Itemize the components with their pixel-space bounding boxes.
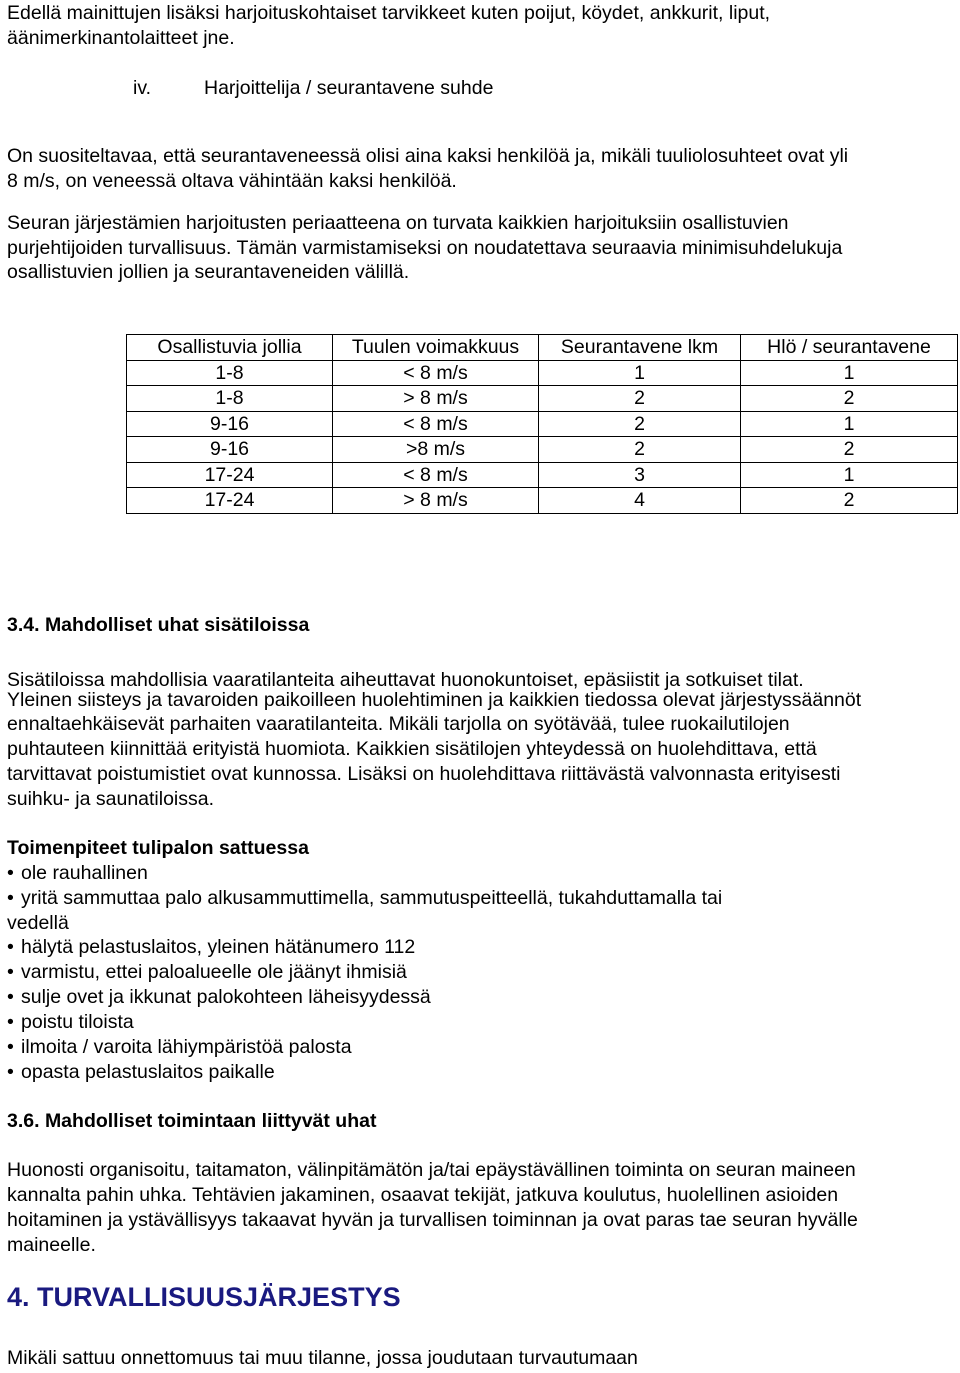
table-cell: 4 <box>539 488 741 514</box>
crew-ratio-table <box>126 334 958 514</box>
table-cell: 3 <box>539 462 741 488</box>
table-cell: 9-16 <box>127 437 333 463</box>
section-3-4-line: ennaltaehkäisevät parhaiten vaaratilanteita. Mikäli tarjolla on syötävää, tulee ruokailutilojen <box>7 713 790 735</box>
list-item-text: ilmoita / varoita lähiympäristöä palosta <box>21 1036 352 1058</box>
para2-line-1: Seuran järjestämien harjoitusten periaatteena on turvata kaikkien harjoituksiin osallistuvien <box>7 212 789 234</box>
section-3-6-line: maineelle. <box>7 1234 96 1256</box>
table-cell: 1-8 <box>127 386 333 412</box>
section-3-4-line: Sisätiloissa mahdollisia vaaratilanteita aiheuttavat huonokuntoiset, epäsiistit ja sotkuiset tilat. <box>7 669 804 691</box>
list-item-text: opasta pelastuslaitos paikalle <box>21 1061 275 1083</box>
table-cell: 2 <box>741 488 958 514</box>
list-item-text: poistu tiloista <box>21 1011 134 1033</box>
intro-line-2: äänimerkinantolaitteet jne. <box>7 27 235 49</box>
section-3-6-line: Huonosti organisoitu, taitamaton, välinpitämätön ja/tai epäystävällinen toiminta on seuran maineen <box>7 1159 856 1181</box>
list-item-text: yritä sammuttaa palo alkusammuttimella, sammutuspeitteellä, tukahduttamalla tai <box>21 887 723 909</box>
bullet-icon: • <box>7 887 14 909</box>
list-item <box>7 985 431 1009</box>
bullet-icon: • <box>7 1011 14 1033</box>
list-item <box>7 886 722 910</box>
bullet-icon: • <box>7 1061 14 1083</box>
table-cell: 1 <box>741 360 958 386</box>
bullet-icon: • <box>7 936 14 958</box>
table-cell: 2 <box>539 437 741 463</box>
list-item-continuation: vedellä <box>7 912 69 934</box>
list-item <box>7 1035 352 1059</box>
chapter-4-line: Mikäli sattuu onnettomuus tai muu tilanne, jossa joudutaan turvautumaan <box>7 1347 638 1369</box>
table-cell: 2 <box>741 386 958 412</box>
table-row <box>127 386 958 412</box>
subsection-title: Harjoittelija / seurantavene suhde <box>204 77 494 99</box>
list-item-text: hälytä pelastuslaitos, yleinen hätänumero 112 <box>21 936 416 958</box>
table-cell: 1 <box>539 360 741 386</box>
chapter-4-heading: 4. TURVALLISUUSJÄRJESTYS <box>7 1282 401 1312</box>
section-3-4-line: Yleinen siisteys ja tavaroiden paikoilleen huolehtiminen ja kaikkien tiedossa olevat järjestyssäännöt <box>7 689 862 711</box>
intro-line-1: Edellä mainittujen lisäksi harjoituskohtaiset tarvikkeet kuten poijut, köydet, ankkurit, liput, <box>7 2 771 24</box>
list-item <box>7 861 148 885</box>
section-3-4-heading: 3.4. Mahdolliset uhat sisätiloissa <box>7 614 310 636</box>
subsection-number: iv. <box>133 77 152 99</box>
section-3-4-line: suihku- ja saunatiloissa. <box>7 788 215 810</box>
list-item-text: sulje ovet ja ikkunat palokohteen läheisyydessä <box>21 986 431 1008</box>
list-item-text: ole rauhallinen <box>21 862 148 884</box>
para1-line-2: 8 m/s, on veneessä oltava vähintään kaksi henkilöä. <box>7 170 457 192</box>
table-row <box>127 411 958 437</box>
column-header: Osallistuvia jollia <box>127 335 333 361</box>
table-row <box>127 360 958 386</box>
section-3-6-line: kannalta pahin uhka. Tehtävien jakaminen, osaavat tekijät, jatkuva koulutus, huolellinen asioiden <box>7 1184 839 1206</box>
table-cell: 17-24 <box>127 488 333 514</box>
bullet-icon: • <box>7 1036 14 1058</box>
section-3-6-line: hoitaminen ja ystävällisyys takaavat hyvän ja turvallisen toiminnan ja ovat paras tae seuran hyvälle <box>7 1209 858 1231</box>
bullet-icon: • <box>7 986 14 1008</box>
list-item <box>7 1010 134 1034</box>
list-item <box>7 935 415 959</box>
table-cell: 2 <box>539 411 741 437</box>
table-cell: 1-8 <box>127 360 333 386</box>
table-cell: >8 m/s <box>333 437 539 463</box>
table-cell: 1 <box>741 411 958 437</box>
fire-heading: Toimenpiteet tulipalon sattuessa <box>7 837 309 859</box>
table-cell: < 8 m/s <box>333 462 539 488</box>
table-cell: < 8 m/s <box>333 360 539 386</box>
para1-line-1: On suositeltavaa, että seurantaveneessä olisi aina kaksi henkilöä ja, mikäli tuuliolosuhteet ovat yli <box>7 145 849 167</box>
bullet-icon: • <box>7 961 14 983</box>
para2-line-2: purjehtijoiden turvallisuus. Tämän varmistamiseksi on noudatettava seuraavia minimisuhdelukuja <box>7 237 843 259</box>
section-3-4-line: tarvittavat poistumistiet ovat kunnossa. Lisäksi on huolehdittava riittävästä valvonnasta erityisesti <box>7 763 841 785</box>
table-cell: 1 <box>741 462 958 488</box>
section-3-6-heading: 3.6. Mahdolliset toimintaan liittyvät uhat <box>7 1110 377 1132</box>
column-header: Tuulen voimakkuus <box>333 335 539 361</box>
column-header: Seurantavene lkm <box>539 335 741 361</box>
table-header-row <box>127 335 958 361</box>
table-cell: 2 <box>741 437 958 463</box>
table-cell: 2 <box>539 386 741 412</box>
column-header: Hlö / seurantavene <box>741 335 958 361</box>
table-row <box>127 488 958 514</box>
para2-line-3: osallistuvien jollien ja seurantaveneiden välillä. <box>7 261 410 283</box>
table-cell: > 8 m/s <box>333 386 539 412</box>
list-item <box>7 960 407 984</box>
table-cell: > 8 m/s <box>333 488 539 514</box>
table-row <box>127 437 958 463</box>
table-cell: 17-24 <box>127 462 333 488</box>
list-item-text: varmistu, ettei paloalueelle ole jäänyt ihmisiä <box>21 961 407 983</box>
bullet-icon: • <box>7 862 14 884</box>
list-item <box>7 1060 275 1084</box>
table-cell: < 8 m/s <box>333 411 539 437</box>
section-3-4-line: puhtauteen kiinnittää erityistä huomiota. Kaikkien sisätilojen yhteydessä on huolehdittava, että <box>7 738 817 760</box>
table-cell: 9-16 <box>127 411 333 437</box>
table-row <box>127 462 958 488</box>
